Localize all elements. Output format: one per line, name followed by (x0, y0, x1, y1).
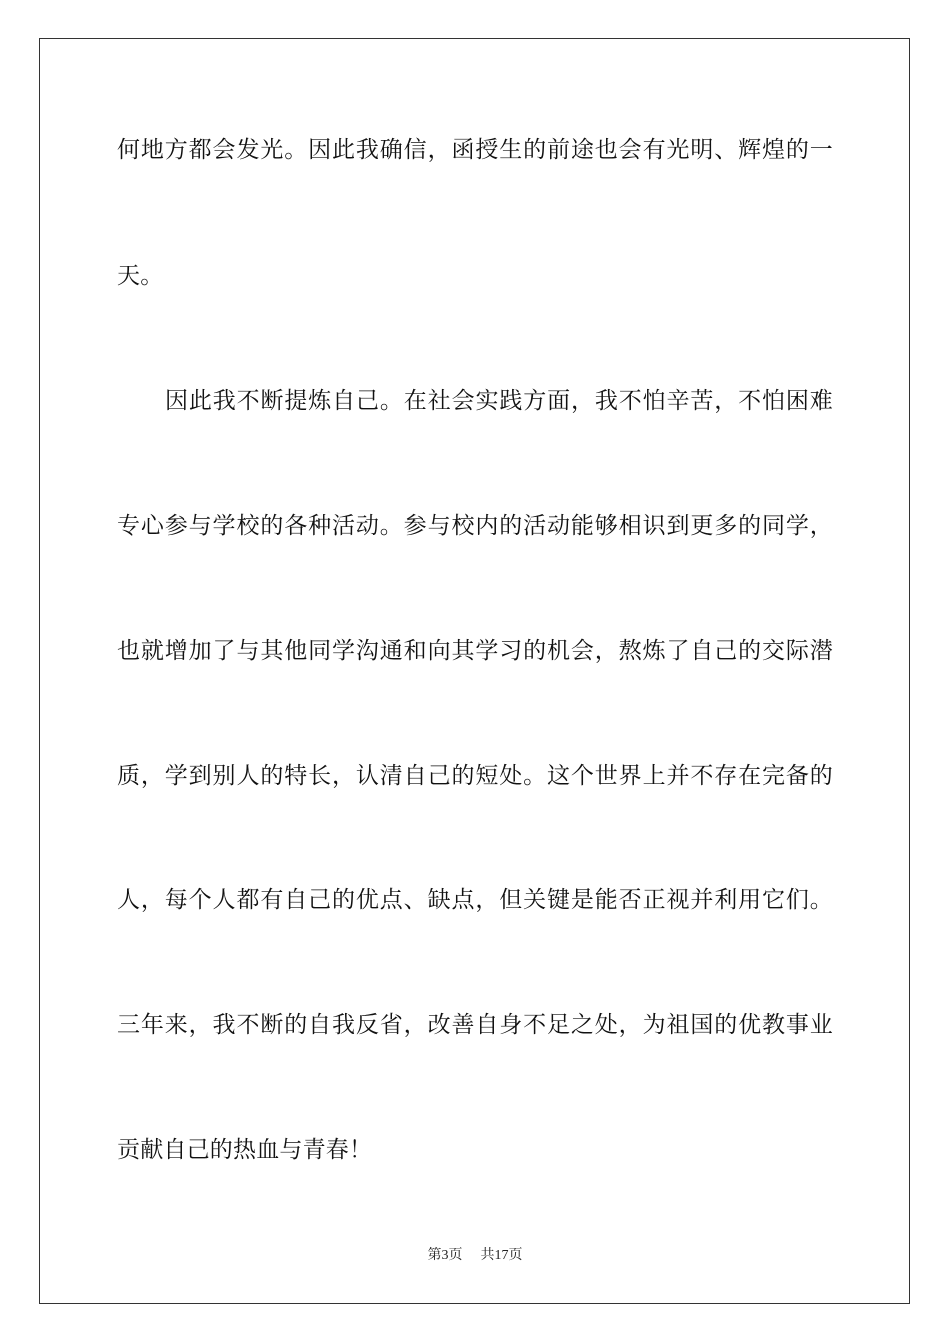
body-line-9: 贡献自己的热血与青春！ (117, 1137, 373, 1163)
page-number: 第3页 (427, 1248, 463, 1263)
page-frame (39, 38, 910, 1304)
body-line-6: 质，学到别人的特长，认清自己的短处。这个世界上并不存在完备的 (117, 763, 833, 789)
page-footer (0, 1247, 950, 1265)
body-line-2: 天。 (117, 263, 164, 289)
body-line-1: 何地方都会发光。因此我确信，函授生的前途也会有光明、辉煌的一 (117, 137, 833, 163)
body-line-4: 专心参与学校的各种活动。参与校内的活动能够相识到更多的同学， (117, 513, 833, 539)
body-line-3: 因此我不断提炼自己。在社会实践方面，我不怕辛苦，不怕困难 (165, 388, 833, 414)
body-line-5: 也就增加了与其他同学沟通和向其学习的机会，熬炼了自己的交际潜 (117, 638, 833, 664)
body-line-7: 人，每个人都有自己的优点、缺点，但关键是能否正视并利用它们。 (117, 887, 833, 913)
body-line-8: 三年来，我不断的自我反省，改善自身不足之处，为祖国的优教事业 (117, 1012, 833, 1038)
page-total: 共17页 (480, 1248, 523, 1263)
